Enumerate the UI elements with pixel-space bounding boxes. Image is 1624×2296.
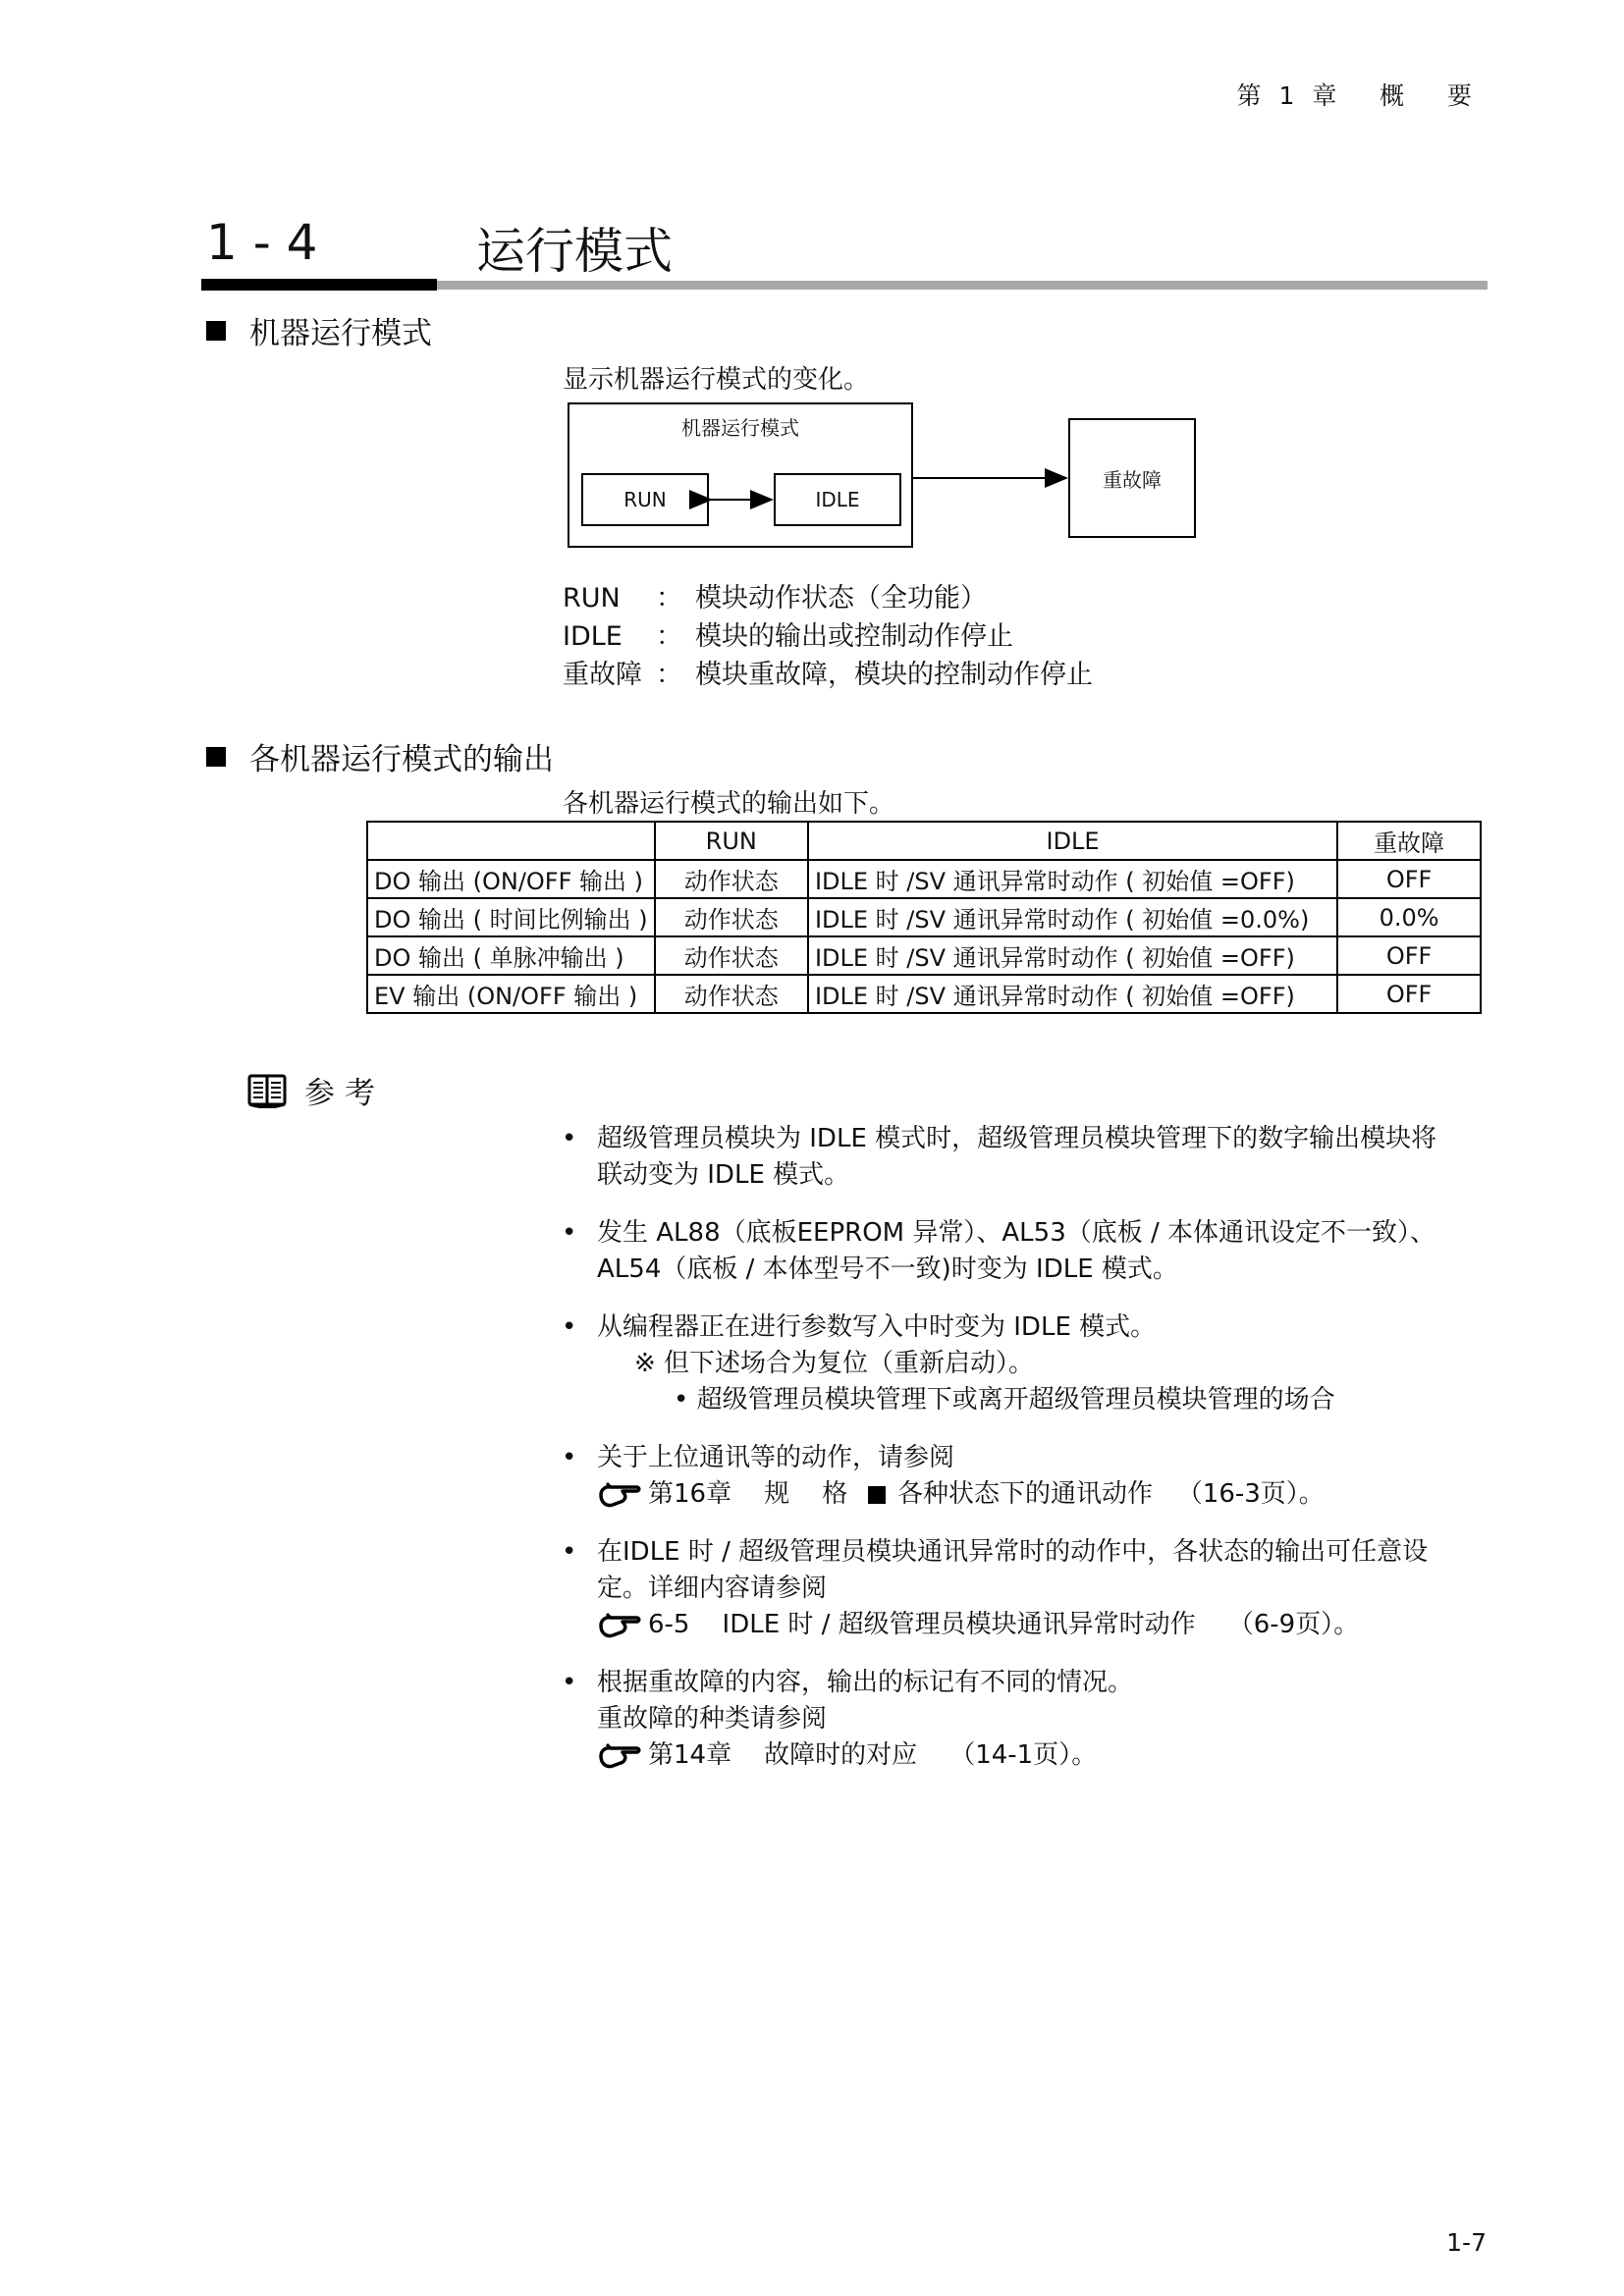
list-item — [560, 1534, 1492, 1643]
list-item — [560, 1440, 1492, 1513]
section-rule-dark — [201, 279, 437, 291]
xref-text: 6-5 IDLE 时 / 超级管理员模块通讯异常时动作 （6-9页）。 — [648, 1610, 1360, 1639]
list-item — [560, 1665, 1492, 1774]
pointing-hand-icon — [597, 1481, 642, 1509]
section-title: 运行模式 — [476, 223, 673, 280]
definition-term: RUN — [563, 583, 621, 614]
definition-idle — [563, 617, 1093, 656]
table-cell: DO 输出 ( 时间比例输出 ) — [367, 898, 655, 936]
list-item — [560, 1309, 1492, 1418]
table-row — [367, 860, 1481, 898]
table-cell: OFF — [1337, 975, 1481, 1013]
definition-desc: 模块动作状态（全功能） — [695, 583, 987, 614]
table-cell: 动作状态 — [655, 936, 808, 975]
cross-reference-link[interactable] — [597, 1737, 1492, 1774]
table-header-cell — [367, 822, 655, 860]
reference-bullets — [560, 1121, 1492, 1795]
bullet-line: • 从编程器正在进行参数写入中时变为 IDLE 模式。 — [597, 1312, 1157, 1342]
bullet-line: • 在IDLE 时 / 超级管理员模块通讯异常时的动作中，各状态的输出可任意设 — [597, 1537, 1429, 1567]
square-bullet-icon — [868, 1486, 886, 1504]
mode-definitions — [563, 579, 1093, 694]
cross-reference-link[interactable] — [597, 1607, 1492, 1643]
table-cell: 动作状态 — [655, 975, 808, 1013]
definition-colon: ： — [656, 621, 682, 652]
outputs-heading — [206, 734, 554, 778]
list-item — [560, 1215, 1492, 1288]
table-cell: IDLE 时 /SV 通讯异常时动作 ( 初始值 =0.0%) — [808, 898, 1337, 936]
diagram-arrows — [568, 402, 1196, 550]
table-cell: 0.0% — [1337, 898, 1481, 936]
bullet-line: AL54（底板 / 本体型号不一致)时变为 IDLE 模式。 — [597, 1255, 1178, 1284]
list-item — [560, 1121, 1492, 1194]
definition-desc: 模块重故障，模块的控制动作停止 — [695, 660, 1093, 690]
definition-colon: ： — [656, 583, 682, 614]
section-rule-light — [437, 281, 1488, 290]
table-cell: EV 输出 (ON/OFF 输出 ) — [367, 975, 655, 1013]
bullet-line: • 发生 AL88（底板EEPROM 异常）、AL53（底板 / 本体通讯设定不一致）、 — [597, 1218, 1436, 1248]
outputs-heading-text: 各机器运行模式的输出 — [249, 742, 554, 777]
table-header-cell: 重故障 — [1337, 822, 1481, 860]
xref-text: 各种状态下的通讯动作 （16-3页）。 — [889, 1479, 1325, 1509]
bullet-line: 联动变为 IDLE 模式。 — [597, 1160, 850, 1190]
definition-run — [563, 579, 1093, 617]
pointing-hand-icon — [597, 1612, 642, 1639]
square-bullet-icon — [206, 747, 226, 767]
bullet-line: • 超级管理员模块为 IDLE 模式时，超级管理员模块管理下的数字输出模块将 — [597, 1124, 1437, 1153]
bullet-note: ※ 但下述场合为复位（重新启动）。 — [634, 1349, 1035, 1378]
bullet-line: • 关于上位通讯等的动作，请参阅 — [597, 1443, 955, 1472]
table-cell: OFF — [1337, 860, 1481, 898]
square-bullet-icon — [206, 321, 226, 341]
table-cell: 动作状态 — [655, 898, 808, 936]
table-cell: DO 输出 (ON/OFF 输出 ) — [367, 860, 655, 898]
table-row — [367, 898, 1481, 936]
table-cell: OFF — [1337, 936, 1481, 975]
reference-heading — [247, 1068, 385, 1112]
run-state-label: RUN — [623, 488, 667, 511]
outputs-table — [366, 821, 1482, 1014]
page-number: 1-7 — [1446, 2228, 1487, 2257]
definition-term: IDLE — [563, 621, 623, 652]
table-cell: IDLE 时 /SV 通讯异常时动作 ( 初始值 =OFF) — [808, 975, 1337, 1013]
definition-desc: 模块的输出或控制动作停止 — [695, 621, 1013, 652]
bullet-subnote: • 超级管理员模块管理下或离开超级管理员模块管理的场合 — [674, 1385, 1335, 1415]
section-number: 1 - 4 — [206, 214, 318, 271]
outputs-intro: 各机器运行模式的输出如下。 — [563, 789, 895, 819]
machine-mode-group-label: 机器运行模式 — [681, 416, 799, 440]
bullet-line: • 根据重故障的内容，输出的标记有不同的情况。 — [597, 1668, 1134, 1697]
definition-fault — [563, 656, 1093, 694]
table-cell: IDLE 时 /SV 通讯异常时动作 ( 初始值 =OFF) — [808, 860, 1337, 898]
chapter-header: 第 1 章 概 要 — [1236, 81, 1477, 110]
table-row — [367, 936, 1481, 975]
definition-colon: ： — [656, 660, 682, 690]
cross-reference-link[interactable] — [597, 1476, 1492, 1513]
table-cell: DO 输出 ( 单脉冲输出 ) — [367, 936, 655, 975]
idle-state-label: IDLE — [815, 488, 860, 511]
table-header-cell: RUN — [655, 822, 808, 860]
machine-mode-heading — [206, 308, 432, 352]
pointing-hand-icon — [597, 1742, 642, 1770]
mode-diagram — [568, 402, 1196, 550]
machine-mode-heading-text: 机器运行模式 — [249, 316, 432, 351]
machine-mode-intro: 显示机器运行模式的变化。 — [563, 365, 870, 395]
xref-text: 第14章 故障时的对应 （14-1页）。 — [648, 1740, 1098, 1770]
bullet-line: 重故障的种类请参阅 — [597, 1704, 828, 1734]
table-header-cell: IDLE — [808, 822, 1337, 860]
bullet-line: 定。详细内容请参阅 — [597, 1574, 828, 1603]
reference-title: 参考 — [304, 1076, 385, 1111]
table-cell: IDLE 时 /SV 通讯异常时动作 ( 初始值 =OFF) — [808, 936, 1337, 975]
book-icon — [247, 1073, 287, 1108]
definition-term: 重故障 — [563, 660, 642, 690]
fault-state-label: 重故障 — [1103, 467, 1162, 492]
table-row — [367, 975, 1481, 1013]
table-header-row — [367, 822, 1481, 860]
xref-text: 第16章 规 格 — [648, 1479, 864, 1509]
table-cell: 动作状态 — [655, 860, 808, 898]
